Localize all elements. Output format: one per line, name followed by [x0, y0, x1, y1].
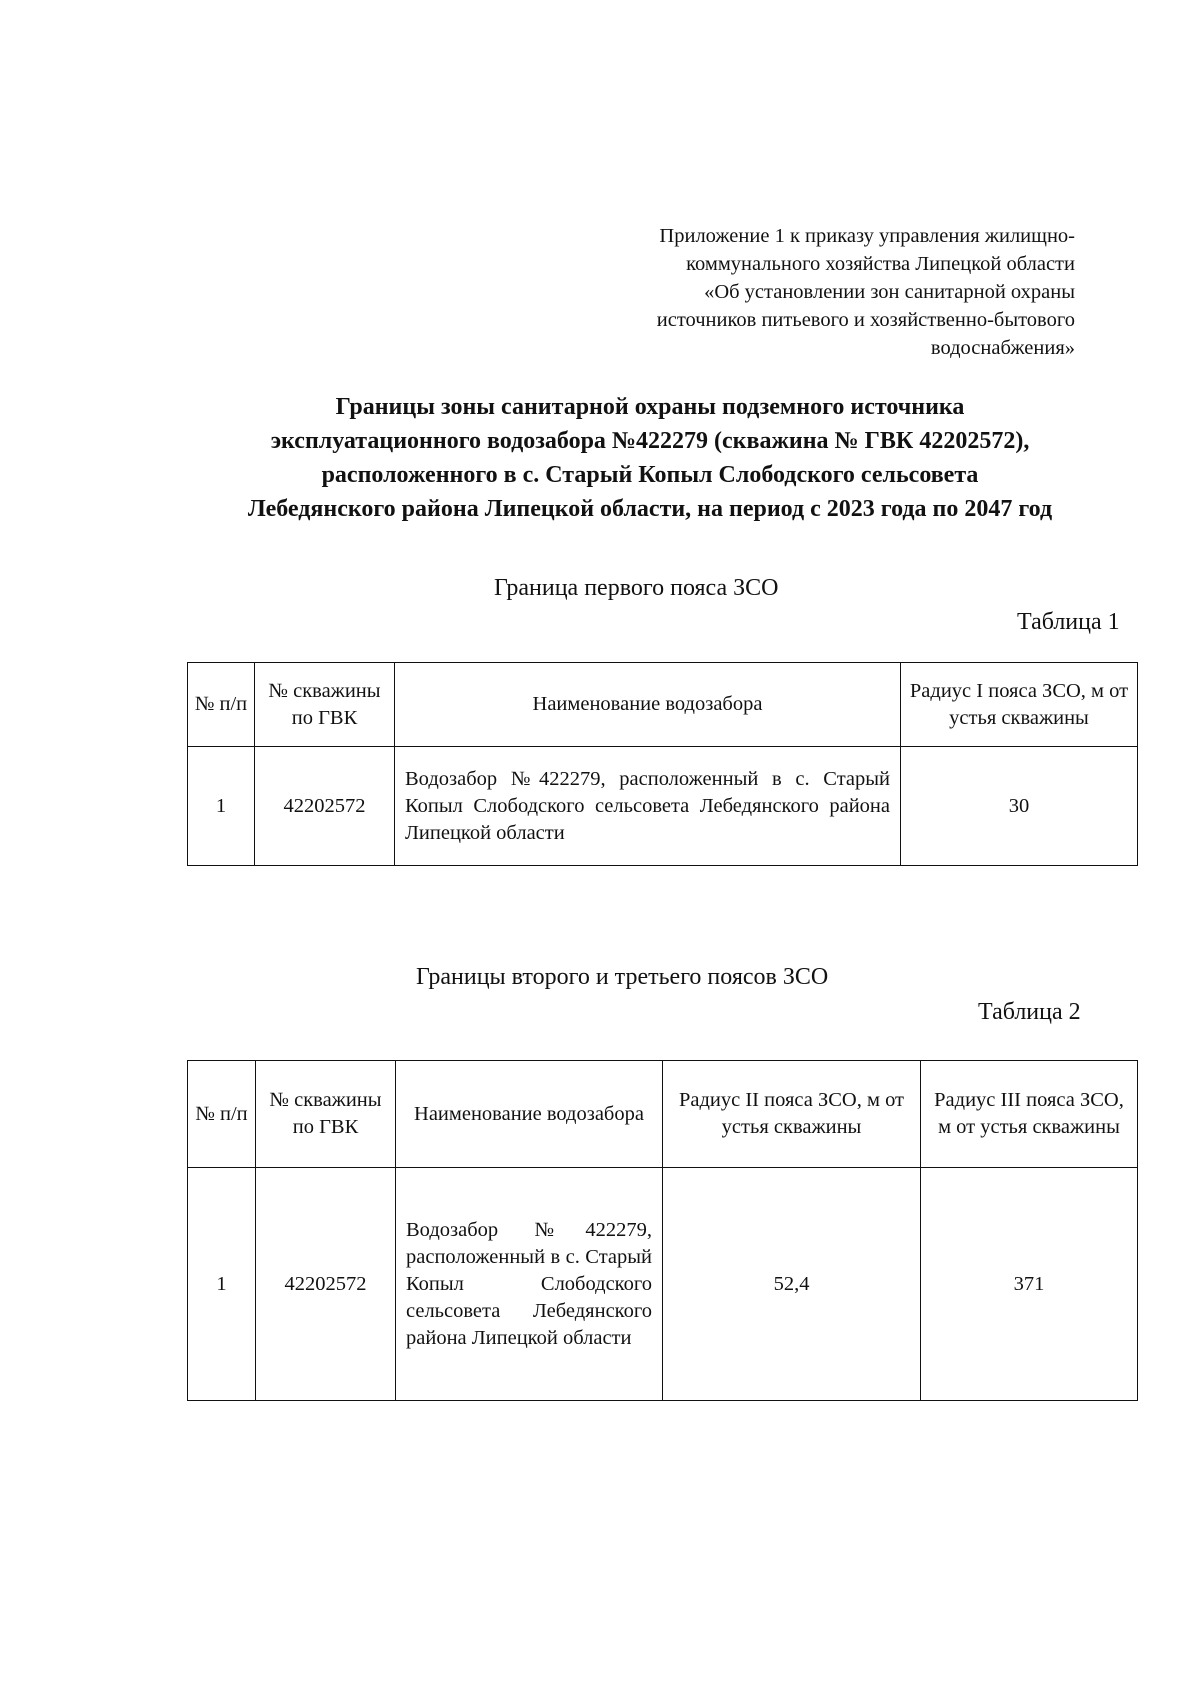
table2-cell-num: 1: [188, 1168, 256, 1401]
appendix-line: коммунального хозяйства Липецкой области: [686, 253, 1075, 275]
table-row: [188, 747, 1138, 866]
table2-header-well: № скважины по ГВК: [256, 1061, 396, 1168]
table2-cell-name: Водозабор №422279, расположенный в с. Старый Копыл Слободского сельсовета Лебедянского района Липецкой области: [396, 1168, 663, 1401]
table1-header-num: № п/п: [188, 663, 255, 747]
appendix-reference: [515, 222, 1075, 362]
table2-cell-radius2: 52,4: [663, 1168, 921, 1401]
table-row: [188, 1168, 1138, 1401]
table1-cell-name: Водозабор №422279, расположенный в с. Старый Копыл Слободского сельсовета Лебедянского района Липецкой области: [395, 747, 901, 866]
table-1: [187, 662, 1138, 866]
table1-header-row: [188, 663, 1138, 747]
section1-title: Граница первого пояса ЗСО: [494, 575, 779, 601]
title-line: эксплуатационного водозабора №422279 (скважина № ГВК 42202572),: [270, 428, 1030, 454]
table2-header-num: № п/п: [188, 1061, 256, 1168]
table2-label: Таблица 2: [978, 999, 1081, 1025]
document-title: [150, 390, 1150, 526]
table2-header-radius2: Радиус II пояса ЗСО, м от устья скважины: [663, 1061, 921, 1168]
table2-cell-well: 42202572: [256, 1168, 396, 1401]
table1-cell-well: 42202572: [255, 747, 395, 866]
table2-header-radius3: Радиус III пояса ЗСО, м от устья скважины: [921, 1061, 1138, 1168]
title-line: Лебедянского района Липецкой области, на период с 2023 года по 2047 год: [247, 496, 1053, 522]
table1-cell-radius: 30: [901, 747, 1138, 866]
table1-label: Таблица 1: [1017, 609, 1120, 635]
title-line: расположенного в с. Старый Копыл Слободского сельсовета: [321, 462, 979, 488]
appendix-line: водоснабжения»: [930, 337, 1075, 359]
table-2: [187, 1060, 1138, 1401]
table1-cell-num: 1: [188, 747, 255, 866]
table1-header-radius: Радиус I пояса ЗСО, м от устья скважины: [901, 663, 1138, 747]
table1-header-well: № скважины по ГВК: [255, 663, 395, 747]
appendix-line: источников питьевого и хозяйственно-бытового: [656, 309, 1075, 331]
table2-header-name: Наименование водозабора: [396, 1061, 663, 1168]
table2-cell-radius3: 371: [921, 1168, 1138, 1401]
title-line: Границы зоны санитарной охраны подземного источника: [335, 394, 965, 420]
table2-header-row: [188, 1061, 1138, 1168]
section2-title: Границы второго и третьего поясов ЗСО: [416, 964, 829, 990]
table1-header-name: Наименование водозабора: [395, 663, 901, 747]
appendix-line: Приложение 1 к приказу управления жилищно-: [659, 225, 1075, 247]
appendix-line: «Об установлении зон санитарной охраны: [704, 281, 1075, 303]
